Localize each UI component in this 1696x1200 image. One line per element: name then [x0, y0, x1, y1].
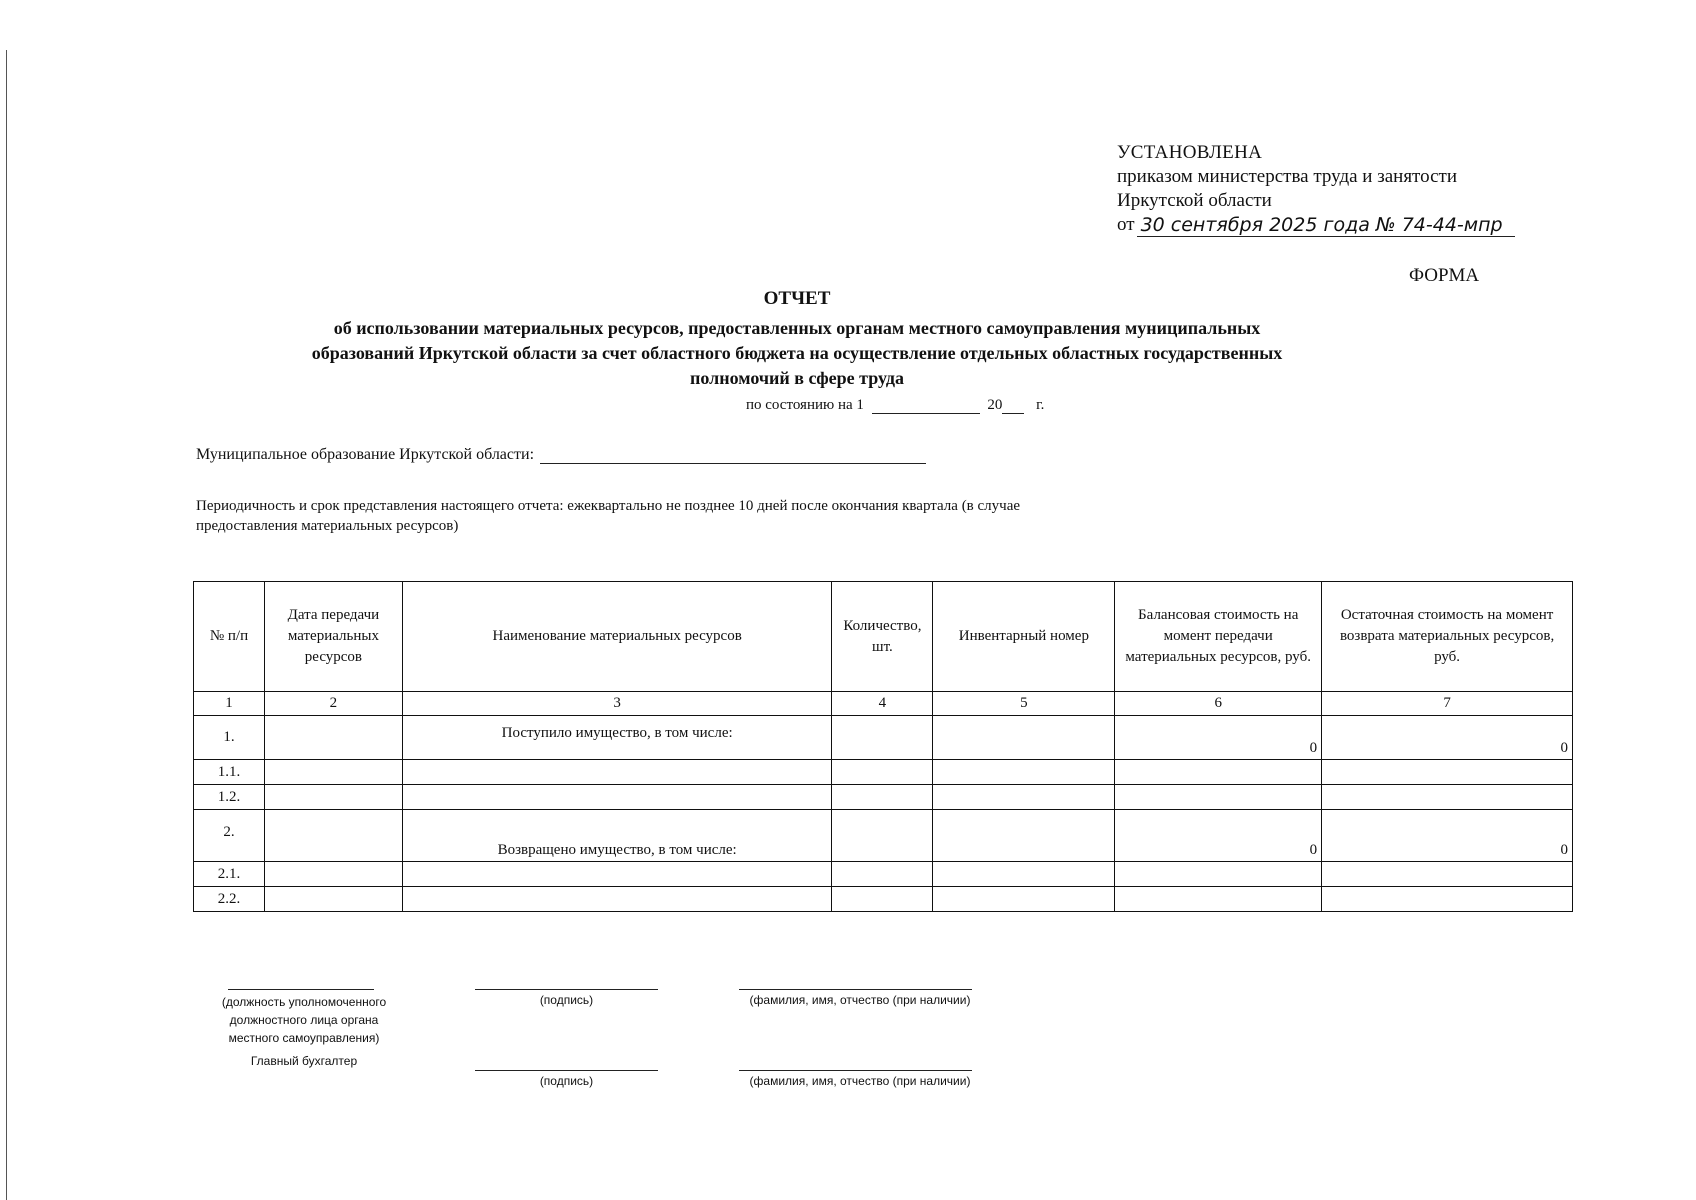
as-of-date: [746, 397, 1044, 414]
document-title: ОТЧЕТ: [763, 288, 831, 309]
column-number: 4: [832, 692, 933, 716]
municipality-blank[interactable]: [540, 449, 926, 464]
subtitle-line-3: полномочий в сфере труда: [690, 368, 904, 388]
row-date-cell[interactable]: [264, 887, 402, 912]
chief-signature-line[interactable]: [475, 1070, 658, 1071]
approval-date-row: [1117, 213, 1515, 237]
row-date-cell[interactable]: [264, 810, 402, 862]
approval-block: [1117, 141, 1515, 237]
row-quantity-cell[interactable]: [832, 862, 933, 887]
row-name[interactable]: [402, 887, 832, 912]
row-name[interactable]: [402, 760, 832, 785]
table-row: [194, 785, 1573, 810]
signature-line[interactable]: [475, 989, 658, 990]
header-num: № п/п: [194, 582, 265, 692]
column-number-row: [194, 692, 1573, 716]
row-name: Возвращено имущество, в том числе:: [402, 810, 832, 862]
row-inventory-cell[interactable]: [933, 760, 1115, 785]
row-residual[interactable]: [1322, 887, 1573, 912]
row-inventory-cell[interactable]: [933, 810, 1115, 862]
periodicity-line-1: Периодичность и срок представления настоящего отчета: ежеквартально не позднее 10 дней после окончания квартала (в случае: [196, 498, 1021, 514]
as-of-suffix: г.: [1036, 397, 1045, 413]
periodicity-line-2: предоставления материальных ресурсов): [196, 518, 459, 534]
row-num: 1.2.: [194, 785, 265, 810]
row-num: 2.: [194, 810, 265, 862]
row-name: Поступило имущество, в том числе:: [402, 716, 832, 760]
report-table: [193, 581, 1573, 912]
row-quantity-cell[interactable]: [832, 760, 933, 785]
row-quantity-cell[interactable]: [832, 716, 933, 760]
table-row: [194, 887, 1573, 912]
header-balance: Балансовая стоимость на момент передачи материальных ресурсов, руб.: [1115, 582, 1322, 692]
name-caption: (фамилия, имя, отчество (при наличии): [749, 993, 971, 1007]
header-name: Наименование материальных ресурсов: [402, 582, 832, 692]
row-inventory-cell[interactable]: [933, 862, 1115, 887]
position-caption: [196, 993, 412, 1047]
chief-signature-caption: (подпись): [539, 1074, 594, 1088]
chief-name-caption: (фамилия, имя, отчество (при наличии): [749, 1074, 971, 1088]
position-caption-line-2: должностного лица органа: [229, 1013, 379, 1027]
approval-heading: УСТАНОВЛЕНА: [1117, 142, 1263, 163]
row-num: 1.: [194, 716, 265, 760]
table-row: [194, 760, 1573, 785]
row-inventory-cell[interactable]: [933, 887, 1115, 912]
periodicity-text: [196, 496, 1126, 536]
subtitle-line-2: образований Иркутской области за счет областного бюджета на осуществление отдельных областных государственных: [311, 343, 1283, 363]
chief-name-line[interactable]: [739, 1070, 972, 1071]
document-subtitle: [250, 316, 1344, 391]
row-num: 2.2.: [194, 887, 265, 912]
handwritten-date-signature: 30 сентября 2025 года № 74-44-мпр: [1137, 214, 1515, 237]
row-date-cell[interactable]: [264, 716, 402, 760]
as-of-year-prefix: 20: [987, 397, 1003, 413]
form-label: ФОРМА: [1409, 265, 1480, 286]
chief-accountant-label: Главный бухгалтер: [250, 1054, 358, 1068]
as-of-month-blank[interactable]: [872, 399, 980, 414]
row-quantity-cell[interactable]: [832, 785, 933, 810]
signature-caption: (подпись): [539, 993, 594, 1007]
municipality-label: Муниципальное образование Иркутской области:: [196, 446, 535, 463]
column-number: 1: [194, 692, 265, 716]
row-balance[interactable]: [1115, 887, 1322, 912]
column-number: 6: [1115, 692, 1322, 716]
table-row: [194, 810, 1573, 862]
column-number: 7: [1322, 692, 1573, 716]
approval-from-prefix: от: [1117, 214, 1135, 235]
table-row: [194, 716, 1573, 760]
row-balance[interactable]: [1115, 862, 1322, 887]
row-balance: 0: [1115, 810, 1322, 862]
header-date: Дата передачи материальных ресурсов: [264, 582, 402, 692]
header-inventory: Инвентарный номер: [933, 582, 1115, 692]
row-inventory-cell[interactable]: [933, 716, 1115, 760]
page-edge-line: [6, 50, 7, 1200]
row-balance: 0: [1115, 716, 1322, 760]
column-number: 2: [264, 692, 402, 716]
as-of-prefix: по состоянию на 1: [746, 397, 864, 413]
municipality-row: [196, 446, 926, 464]
row-residual: 0: [1322, 810, 1573, 862]
row-name[interactable]: [402, 862, 832, 887]
row-num: 1.1.: [194, 760, 265, 785]
approval-line-1: приказом министерства труда и занятости: [1117, 166, 1457, 187]
row-residual: 0: [1322, 716, 1573, 760]
row-date-cell[interactable]: [264, 760, 402, 785]
header-quantity: Количество, шт.: [832, 582, 933, 692]
position-caption-line-1: (должность уполномоченного: [221, 995, 387, 1009]
subtitle-line-1: об использовании материальных ресурсов, предоставленных органам местного самоуправления муниципальных: [333, 318, 1261, 338]
table-row: [194, 862, 1573, 887]
position-signature-line[interactable]: [228, 989, 374, 990]
row-residual[interactable]: [1322, 785, 1573, 810]
row-name[interactable]: [402, 785, 832, 810]
column-number: 3: [402, 692, 832, 716]
row-residual[interactable]: [1322, 862, 1573, 887]
row-balance[interactable]: [1115, 785, 1322, 810]
row-balance[interactable]: [1115, 760, 1322, 785]
column-number: 5: [933, 692, 1115, 716]
as-of-year-blank[interactable]: [1002, 399, 1024, 414]
position-caption-line-3: местного самоуправления): [228, 1031, 380, 1045]
header-residual: Остаточная стоимость на момент возврата материальных ресурсов, руб.: [1322, 582, 1573, 692]
row-quantity-cell[interactable]: [832, 887, 933, 912]
table-header-row: [194, 582, 1573, 692]
name-line[interactable]: [739, 989, 972, 990]
approval-line-2: Иркутской области: [1117, 190, 1272, 211]
row-num: 2.1.: [194, 862, 265, 887]
row-residual[interactable]: [1322, 760, 1573, 785]
row-quantity-cell[interactable]: [832, 810, 933, 862]
row-date-cell[interactable]: [264, 785, 402, 810]
row-date-cell[interactable]: [264, 862, 402, 887]
row-inventory-cell[interactable]: [933, 785, 1115, 810]
